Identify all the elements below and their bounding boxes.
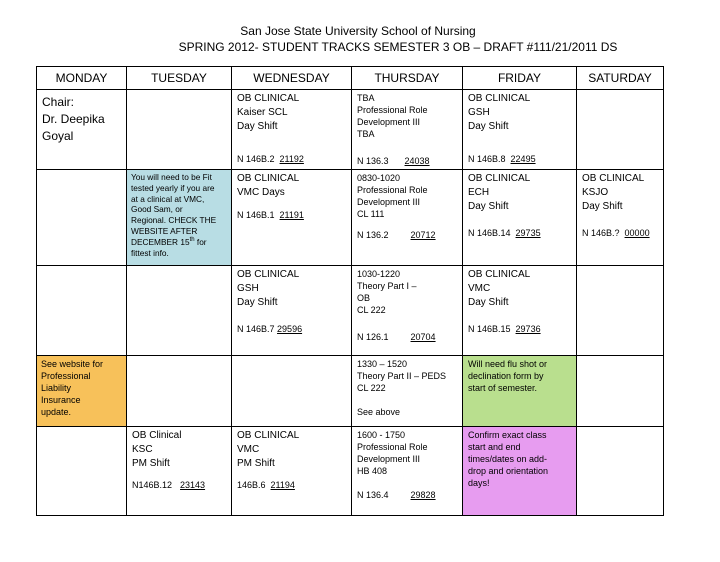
cell-line: Professional Role bbox=[357, 442, 428, 452]
cell-friday-r2 bbox=[463, 170, 577, 266]
cell-line: update. bbox=[41, 407, 72, 417]
cell-line: KSJO bbox=[582, 187, 609, 198]
cell-monday-r5 bbox=[37, 427, 127, 516]
cell-line: VMC Days bbox=[237, 187, 285, 198]
cell-line: OB CLINICAL bbox=[468, 269, 531, 280]
cell-line: days! bbox=[468, 478, 490, 488]
cell-monday-r1 bbox=[37, 90, 127, 170]
course-code: 21191 bbox=[279, 210, 304, 220]
cell-line: tested yearly if you are bbox=[131, 182, 215, 193]
cell-line: See website for bbox=[41, 359, 104, 369]
course-code: 21192 bbox=[279, 154, 304, 164]
course-code: 00000 bbox=[624, 228, 650, 238]
cell-saturday-r1 bbox=[577, 90, 664, 170]
cell-line: VMC bbox=[237, 444, 260, 455]
cell-line: You will need to be Fit bbox=[131, 172, 212, 182]
course-code: 20704 bbox=[410, 332, 436, 342]
cell-line: OB bbox=[357, 293, 371, 303]
cell-line: 1330 – 1520 bbox=[357, 359, 408, 369]
course-code: 23143 bbox=[180, 480, 206, 490]
cell-line: drop and orientation bbox=[468, 466, 549, 476]
cell-monday-r4 bbox=[37, 356, 127, 427]
cell-line: Development III bbox=[357, 117, 421, 127]
cell-line: CL 111 bbox=[357, 209, 385, 219]
cell-friday-r4 bbox=[463, 356, 577, 427]
course-number: N 136.4 29828 bbox=[357, 490, 436, 500]
cell-line: GSH bbox=[468, 107, 490, 118]
cell-line: Day Shift bbox=[468, 201, 509, 212]
cell-thursday-r3 bbox=[352, 266, 463, 356]
cell-line: DECEMBER 15th for bbox=[131, 236, 207, 247]
see-above-note: See above bbox=[357, 407, 401, 417]
header-line-2: SPRING 2012- STUDENT TRACKS SEMESTER 3 OB – DRAFT #111/21/2011 DS bbox=[178, 40, 618, 54]
course-number: N146B.12 23143 bbox=[132, 480, 206, 490]
cell-line: Development III bbox=[357, 454, 421, 464]
cell-wednesday-r2 bbox=[232, 170, 352, 266]
cell-line: OB CLINICAL bbox=[237, 430, 300, 441]
course-number: N 146B.14 29735 bbox=[468, 228, 541, 238]
course-number: N 146B.1 21191 bbox=[237, 210, 304, 220]
cell-line: OB CLINICAL bbox=[237, 269, 300, 280]
cell-line: Professional bbox=[41, 371, 91, 381]
cell-thursday-r1 bbox=[352, 90, 463, 170]
cell-wednesday-r1 bbox=[232, 90, 352, 170]
day-header-saturday: SATURDAY bbox=[577, 67, 664, 90]
course-code: 21194 bbox=[270, 480, 295, 490]
course-code: 29736 bbox=[515, 324, 541, 334]
cell-line: Day Shift bbox=[237, 297, 278, 308]
cell-line: Good Sam, or bbox=[131, 204, 183, 215]
cell-line: Day Shift bbox=[237, 121, 278, 132]
cell-wednesday-r4 bbox=[232, 356, 352, 427]
day-header-tuesday: TUESDAY bbox=[127, 67, 232, 90]
cell-line: Theory Part I – bbox=[357, 281, 417, 291]
cell-line: Day Shift bbox=[582, 201, 623, 212]
cell-line: Insurance bbox=[41, 395, 81, 405]
cell-line: Regional. CHECK THE bbox=[131, 215, 217, 226]
header-line-1: San Jose State University School of Nursing bbox=[240, 24, 476, 38]
cell-line: WEBSITE AFTER bbox=[131, 225, 198, 236]
cell-tuesday-r4 bbox=[127, 356, 232, 427]
cell-line: Kaiser SCL bbox=[237, 107, 288, 118]
cell-line: at a clinical at VMC, bbox=[131, 193, 205, 204]
course-number: N 146B.? 00000 bbox=[582, 228, 650, 238]
cell-saturday-r2 bbox=[577, 170, 664, 266]
cell-line: start of semester. bbox=[468, 383, 538, 393]
cell-line: CL 222 bbox=[357, 383, 386, 393]
day-header-monday: MONDAY bbox=[37, 67, 127, 90]
cell-line: Day Shift bbox=[468, 297, 509, 308]
table-row bbox=[37, 356, 664, 427]
course-number: N 136.3 24038 bbox=[357, 156, 430, 166]
cell-saturday-r3 bbox=[577, 266, 664, 356]
table-row bbox=[37, 427, 664, 516]
cell-friday-r3 bbox=[463, 266, 577, 356]
cell-line: Professional Role bbox=[357, 105, 428, 115]
cell-line: PM Shift bbox=[132, 458, 170, 469]
course-code: 20712 bbox=[410, 230, 436, 240]
day-header-thursday: THURSDAY bbox=[352, 67, 463, 90]
cell-line: 1600 - 1750 bbox=[357, 430, 406, 440]
cell-thursday-r4 bbox=[352, 356, 463, 427]
cell-line: declination form by bbox=[468, 371, 544, 381]
cell-line: OB CLINICAL bbox=[468, 173, 531, 184]
cell-line: OB CLINICAL bbox=[237, 173, 300, 184]
course-number: N 146B.8 22495 bbox=[468, 154, 536, 164]
course-number: N 136.2 20712 bbox=[357, 230, 436, 240]
cell-line: OB Clinical bbox=[132, 430, 182, 441]
cell-thursday-r5 bbox=[352, 427, 463, 516]
course-code: 29735 bbox=[515, 228, 541, 238]
cell-friday-r1 bbox=[463, 90, 577, 170]
cell-line: 1030-1220 bbox=[357, 269, 401, 279]
cell-thursday-r2 bbox=[352, 170, 463, 266]
cell-line: VMC bbox=[468, 283, 491, 294]
cell-tuesday-r2 bbox=[127, 170, 232, 266]
cell-wednesday-r5 bbox=[232, 427, 352, 516]
cell-saturday-r5 bbox=[577, 427, 664, 516]
table-row bbox=[37, 170, 664, 266]
cell-line: Confirm exact class bbox=[468, 430, 547, 440]
cell-line: TBA bbox=[357, 93, 375, 103]
course-number: N 146B.15 29736 bbox=[468, 324, 541, 334]
cell-line: Day Shift bbox=[468, 121, 509, 132]
cell-line: TBA bbox=[357, 129, 375, 139]
chair-name-first: Dr. Deepika bbox=[42, 112, 105, 126]
course-code: 24038 bbox=[404, 156, 430, 166]
table-row bbox=[37, 90, 664, 170]
cell-line: 0830-1020 bbox=[357, 173, 401, 183]
course-code: 29828 bbox=[410, 490, 436, 500]
cell-line: Professional Role bbox=[357, 185, 428, 195]
course-number: N 126.1 20704 bbox=[357, 332, 436, 342]
chair-label: Chair: bbox=[42, 95, 75, 109]
course-code: 22495 bbox=[510, 154, 536, 164]
schedule-table bbox=[36, 66, 664, 516]
cell-line: OB CLINICAL bbox=[468, 93, 531, 104]
day-header-friday: FRIDAY bbox=[463, 67, 577, 90]
cell-monday-r3 bbox=[37, 266, 127, 356]
cell-wednesday-r3 bbox=[232, 266, 352, 356]
cell-line: ECH bbox=[468, 187, 490, 198]
cell-line: OB CLINICAL bbox=[582, 173, 645, 184]
chair-name-last: Goyal bbox=[42, 129, 74, 143]
cell-tuesday-r1 bbox=[127, 90, 232, 170]
cell-line: Liability bbox=[41, 383, 72, 393]
day-header-wednesday: WEDNESDAY bbox=[232, 67, 352, 90]
cell-line: CL 222 bbox=[357, 305, 386, 315]
course-number: N 146B.7 29596 bbox=[237, 324, 303, 334]
cell-line: KSC bbox=[132, 444, 153, 455]
cell-line: GSH bbox=[237, 283, 259, 294]
course-code: 29596 bbox=[277, 324, 303, 334]
cell-line: Theory Part II – PEDS bbox=[357, 371, 447, 381]
cell-saturday-r4 bbox=[577, 356, 664, 427]
cell-line: Will need flu shot or bbox=[468, 359, 548, 369]
cell-line: start and end bbox=[468, 442, 521, 452]
course-number: 146B.6 21194 bbox=[237, 480, 295, 490]
cell-monday-r2 bbox=[37, 170, 127, 266]
cell-line: fittest info. bbox=[131, 247, 169, 258]
cell-line: PM Shift bbox=[237, 458, 275, 469]
day-header-row bbox=[37, 67, 664, 90]
cell-tuesday-r5 bbox=[127, 427, 232, 516]
course-number: N 146B.2 21192 bbox=[237, 154, 304, 164]
cell-line: Development III bbox=[357, 197, 421, 207]
table-row bbox=[37, 266, 664, 356]
cell-line: HB 408 bbox=[357, 466, 388, 476]
cell-line: OB CLINICAL bbox=[237, 93, 300, 104]
cell-tuesday-r3 bbox=[127, 266, 232, 356]
cell-line: times/dates on add- bbox=[468, 454, 548, 464]
cell-friday-r5 bbox=[463, 427, 577, 516]
